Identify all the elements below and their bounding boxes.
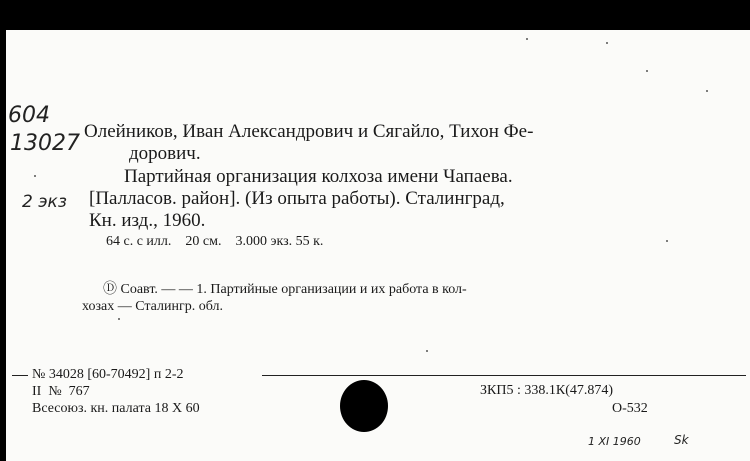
- order-number: № 34028 [60-70492] п 2-2: [32, 367, 184, 382]
- scan-speck: [606, 42, 608, 44]
- subject-line-1: Ⓓ Соавт. — — 1. Партийные организации и их работа в кол-: [103, 282, 467, 297]
- collation-line: 64 с. с илл. 20 см. 3.000 экз. 55 к.: [106, 234, 324, 249]
- shelf-code: О-532: [612, 401, 648, 416]
- punch-hole: [340, 380, 388, 432]
- handwritten-initials: Sk: [674, 433, 689, 447]
- handwritten-call-number-top: 604: [8, 103, 50, 128]
- author-heading: Олейников, Иван Александрович и Сягайло, Тихон Фе-: [84, 121, 534, 142]
- scan-speck: [526, 38, 528, 40]
- author-heading-continued: дорович.: [129, 143, 201, 164]
- catalog-card: [6, 30, 750, 461]
- scan-speck: [666, 240, 668, 242]
- footer-rule-right: [262, 375, 746, 376]
- classification-code: ЗКП5 : 338.1К(47.874): [480, 383, 614, 398]
- publisher-line: Всесоюз. кн. палата 18 X 60: [32, 401, 200, 416]
- footer-rule-left: [12, 375, 28, 376]
- handwritten-copies: 2 экз: [22, 192, 67, 212]
- scan-speck: [426, 350, 428, 352]
- imprint-line: Кн. изд., 1960.: [89, 210, 206, 231]
- title-line-1: Партийная организация колхоза имени Чапаева.: [124, 166, 513, 187]
- title-line-2: [Палласов. район]. (Из опыта работы). Сталинград,: [89, 188, 505, 209]
- scan-speck: [118, 318, 120, 320]
- scan-speck: [646, 70, 648, 72]
- scan-speck: [706, 90, 708, 92]
- register-number: II № 767: [32, 384, 90, 399]
- scan-speck: [34, 175, 36, 177]
- handwritten-call-number-bottom: 13027: [10, 131, 80, 156]
- subject-line-2: хозах — Сталингр. обл.: [82, 299, 223, 314]
- date-stamp: 1 XI 1960: [588, 435, 641, 448]
